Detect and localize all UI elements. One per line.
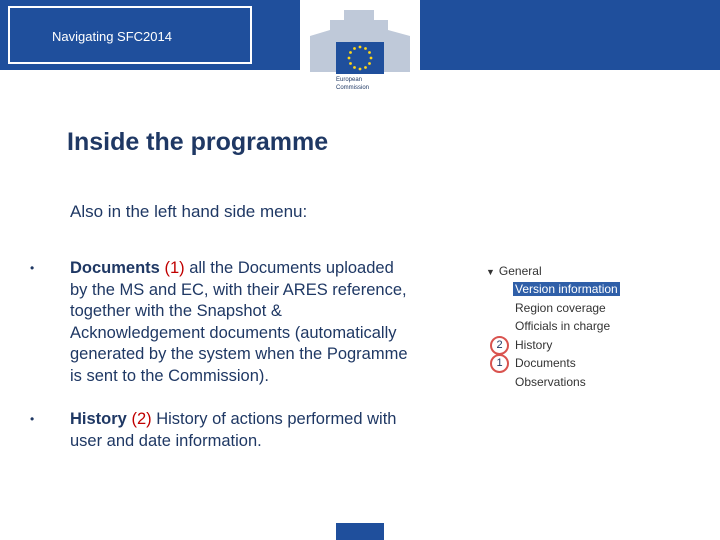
menu-item-label: Officials in charge	[515, 319, 611, 333]
menu-item-label: Region coverage	[515, 300, 606, 315]
menu-group-label: General	[498, 264, 542, 278]
menu-item-officials-in-charge[interactable]	[486, 317, 646, 336]
menu-item-label: Observations	[515, 374, 586, 389]
bullet-list	[30, 258, 410, 452]
eu-star-icon	[359, 68, 362, 71]
menu-item-label: Version information	[515, 282, 618, 296]
menu-item-documents[interactable]	[486, 354, 646, 373]
menu-item-region-coverage[interactable]	[486, 299, 646, 318]
menu-item-label: Documents	[515, 356, 576, 370]
callout-badge: 1	[490, 354, 509, 373]
bullet-term: Documents	[70, 259, 160, 277]
eu-star-icon	[364, 66, 367, 69]
callout-badge: 2	[490, 336, 509, 355]
eu-star-icon	[348, 57, 351, 60]
eu-star-icon	[349, 62, 352, 65]
eu-star-icon	[353, 66, 356, 69]
bullet-history	[30, 409, 410, 452]
slide-subtitle: Also in the left hand side menu:	[70, 202, 308, 221]
footer-flag-block	[336, 523, 384, 540]
menu-item-label: History	[515, 337, 553, 352]
bullet-documents	[30, 258, 410, 387]
menu-group-general[interactable]	[486, 262, 646, 280]
bullet-dot-icon: •	[30, 412, 35, 426]
eu-star-icon	[368, 62, 371, 65]
bullet-dot-icon: •	[30, 261, 35, 275]
bullet-ref: (2)	[131, 410, 152, 428]
bullet-ref: (1)	[164, 259, 185, 277]
bullet-term: History	[70, 410, 127, 428]
eu-star-icon	[368, 51, 371, 54]
left-menu-screenshot	[486, 262, 646, 391]
eu-star-icon	[359, 46, 362, 49]
eu-star-icon	[353, 47, 356, 50]
eu-star-icon	[370, 57, 373, 60]
bullet-text: History of actions performed with user and date information.	[70, 410, 397, 450]
bullet-text: all the Documents uploaded by the MS and EC, with their ARES reference, together with the Snapshot & Acknowledgement documents (automatically generated by the system when the Pogramme is sent to the Commission).	[70, 259, 408, 385]
slide-title: Inside the programme	[67, 128, 329, 156]
header-title: Navigating SFC2014	[52, 29, 172, 44]
european-commission-logo	[300, 0, 420, 100]
eu-star-icon	[349, 51, 352, 54]
menu-item-observations[interactable]	[486, 373, 646, 392]
expand-triangle-icon[interactable]: ▼	[486, 267, 495, 277]
menu-item-version-information[interactable]	[486, 280, 646, 299]
menu-item-history[interactable]	[486, 336, 646, 355]
logo-text: European Commission	[336, 77, 370, 91]
eu-star-icon	[364, 47, 367, 50]
